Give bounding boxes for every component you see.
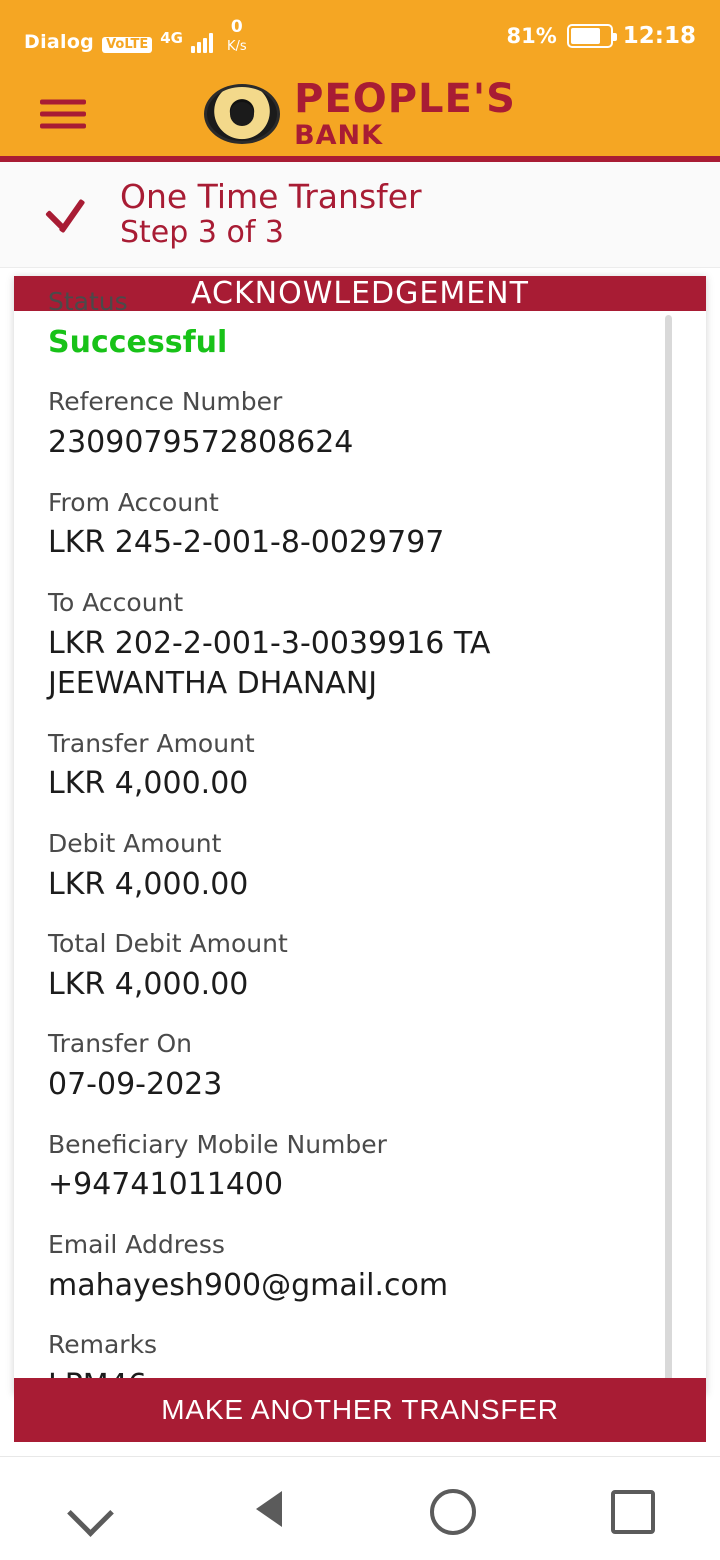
battery-percent-label: 81% [506, 24, 557, 48]
detail-debit-amount [48, 827, 672, 905]
status-bar-right [507, 23, 696, 49]
field-value: LKR 245-2-001-8-0029797 [48, 525, 445, 561]
status-bar [0, 0, 720, 72]
recents-square-icon[interactable] [602, 1481, 658, 1537]
detail-transfer-amount [48, 727, 672, 805]
field-label: Status [48, 287, 128, 316]
field-value: +94741011400 [48, 1167, 284, 1203]
network-type-label: 4G [160, 29, 183, 48]
home-circle-icon[interactable] [422, 1481, 478, 1537]
field-value: 2309079572808624 [48, 425, 354, 460]
chevron-down-icon[interactable] [62, 1481, 118, 1537]
page-title: One Time Transfer [120, 177, 422, 217]
field-label: Debit Amount [48, 828, 222, 858]
field-value: LKR 4,000.00 [48, 866, 249, 902]
volte-badge: VoLTE [102, 37, 152, 53]
detail-total-debit-amount [48, 927, 672, 1005]
bank-seal-icon [204, 84, 280, 144]
status-bar-left [24, 16, 247, 54]
card-title: ACKNOWLEDGEMENT [14, 276, 706, 311]
field-label: Transfer Amount [48, 728, 255, 758]
field-label: Reference Number [48, 387, 283, 417]
status-badge: Successful [48, 324, 228, 360]
acknowledgement-card [14, 276, 706, 1394]
detail-from-account [48, 486, 672, 564]
field-label: Beneficiary Mobile Number [48, 1129, 387, 1159]
field-label: Transfer On [48, 1029, 192, 1059]
field-value: LKR 4,000.00 [48, 966, 249, 1002]
system-nav-bar [0, 1456, 720, 1560]
brand-line-1: PEOPLE'S [294, 76, 516, 122]
field-label: From Account [48, 487, 219, 517]
brand-line-2: BANK [294, 120, 384, 151]
step-header [0, 162, 720, 268]
detail-email-address [48, 1228, 672, 1306]
field-label: To Account [48, 587, 184, 617]
hamburger-icon[interactable] [40, 93, 86, 136]
data-rate-unit: K/s [227, 38, 247, 54]
vertical-scrollbar[interactable] [665, 315, 672, 1384]
field-label: Email Address [48, 1229, 225, 1259]
check-icon [42, 193, 86, 237]
detail-transfer-on [48, 1027, 672, 1105]
field-value: LKR 4,000.00 [48, 766, 249, 802]
details-list[interactable] [48, 285, 672, 1402]
step-indicator: Step 3 of 3 [120, 215, 285, 251]
field-value: mahayesh900@gmail.com [48, 1267, 449, 1303]
detail-status [48, 285, 672, 363]
field-label: Total Debit Amount [48, 929, 288, 958]
field-value: 07-09-2023 [48, 1067, 223, 1102]
make-another-transfer-button[interactable]: MAKE ANOTHER TRANSFER [14, 1378, 706, 1442]
detail-to-account [48, 586, 672, 705]
carrier-label: Dialog [24, 31, 95, 54]
clock-label: 12:18 [622, 23, 696, 49]
brand-logo [204, 76, 516, 151]
signal-bars-icon [191, 31, 213, 53]
field-value: LKR 202-2-001-3-0039916 TA JEEWANTHA DHANANJ [48, 625, 491, 701]
field-label: Remarks [48, 1330, 158, 1359]
step-header-texts [120, 178, 422, 250]
battery-icon [567, 24, 613, 48]
data-rate-value: 0 [230, 16, 243, 37]
detail-reference-number [48, 385, 672, 463]
data-rate-indicator [227, 16, 247, 54]
brand-wordmark [294, 76, 516, 151]
detail-beneficiary-mobile-number [48, 1128, 672, 1206]
app-header [0, 72, 720, 162]
back-triangle-icon[interactable] [242, 1481, 298, 1537]
